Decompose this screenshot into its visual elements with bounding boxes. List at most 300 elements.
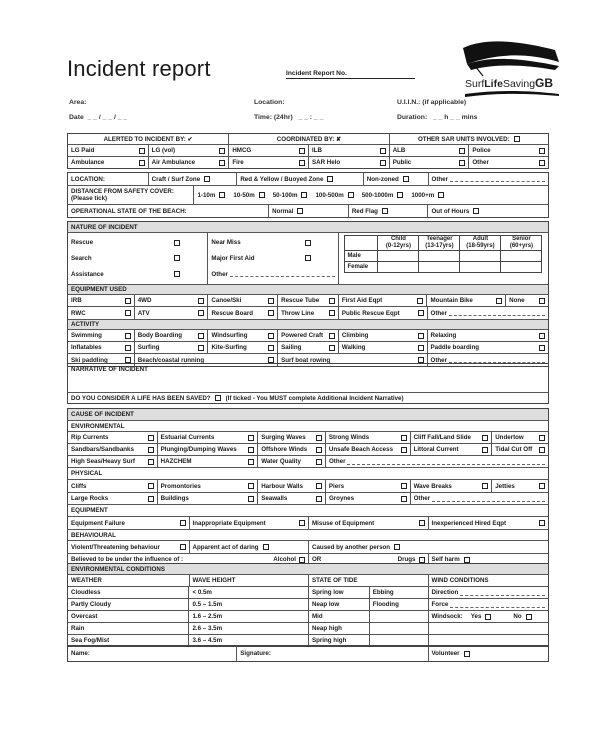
env-row [68, 564, 548, 574]
form-cell[interactable] [308, 517, 428, 529]
checkbox[interactable] [539, 298, 545, 304]
checkbox-option[interactable] [513, 613, 531, 620]
cell-label: WEATHER [71, 577, 102, 584]
option-line[interactable] [71, 239, 204, 246]
form-cell[interactable] [157, 493, 258, 504]
form-cell[interactable] [338, 307, 427, 319]
checkbox-option[interactable] [362, 192, 404, 199]
cell-label: EQUIPMENT USED [71, 286, 127, 293]
cell-label: Strong Winds [328, 434, 370, 441]
form-cell[interactable] [148, 173, 237, 185]
checkbox[interactable] [329, 310, 335, 316]
form-cell[interactable] [68, 145, 148, 156]
checkbox[interactable] [198, 333, 204, 339]
checkbox[interactable] [401, 496, 407, 502]
form-cell[interactable] [428, 517, 549, 529]
cell-label: Ebbing [372, 589, 394, 596]
form-cell[interactable] [428, 587, 548, 598]
cell-label: Surfing [137, 344, 160, 351]
cause-row [68, 409, 548, 420]
checkbox-option[interactable] [233, 192, 264, 199]
checkbox[interactable] [394, 544, 400, 550]
age-count-input[interactable] [378, 251, 419, 262]
checkbox-option[interactable] [411, 192, 444, 199]
cell-label: WIND CONDITIONS [431, 577, 489, 584]
checkbox[interactable] [418, 310, 424, 316]
alerted-row [68, 156, 548, 168]
age-count-input[interactable] [460, 262, 501, 273]
cell-label: Other [413, 495, 431, 502]
checkbox[interactable] [125, 333, 131, 339]
form-cell[interactable] [68, 157, 148, 168]
form-cell[interactable] [427, 330, 548, 341]
checkbox[interactable] [148, 459, 154, 465]
cause-row [68, 529, 548, 540]
checkbox[interactable] [148, 435, 154, 441]
checkbox[interactable] [174, 255, 180, 261]
form-cell[interactable] [468, 157, 548, 168]
checkbox[interactable] [401, 435, 407, 441]
form-cell[interactable] [134, 295, 208, 306]
cell-label: None [509, 297, 525, 304]
form-cell[interactable] [157, 480, 258, 492]
checkbox[interactable] [125, 298, 131, 304]
form-cell [68, 134, 228, 144]
form-cell[interactable] [428, 611, 548, 622]
cell-label: Yes [470, 613, 482, 620]
form-cell[interactable] [277, 295, 338, 306]
checkbox[interactable] [526, 614, 532, 620]
cell-label: ATV [137, 309, 150, 317]
cell-label: Climbing [341, 332, 369, 339]
cell-label: Sailing [281, 344, 302, 351]
form-cell[interactable] [68, 393, 548, 403]
form-cell[interactable] [308, 145, 389, 156]
checkbox[interactable] [180, 520, 186, 526]
checkbox[interactable] [485, 614, 491, 620]
cell-label: DO YOU CONSIDER A LIFE HAS BEEN SAVED? [71, 394, 211, 402]
checkbox[interactable] [198, 298, 204, 304]
form-cell[interactable] [325, 493, 410, 504]
checkbox-option[interactable] [471, 613, 492, 620]
form-cell[interactable] [277, 342, 338, 353]
checkbox[interactable] [139, 148, 145, 154]
cell-label: Rescue [71, 239, 94, 247]
age-count-input[interactable] [378, 262, 419, 273]
checkbox-option[interactable] [197, 192, 225, 199]
form-cell[interactable] [427, 205, 548, 217]
cell-label: COORDINATED BY: ✘ [276, 135, 342, 143]
form-cell[interactable] [389, 157, 469, 168]
option-line[interactable] [71, 255, 204, 262]
cell-label: Jetties [495, 482, 515, 490]
age-count-input[interactable] [501, 251, 542, 262]
option-line[interactable] [211, 271, 334, 278]
form-cell[interactable] [428, 173, 548, 185]
cell-label: OR [311, 556, 322, 563]
checkbox[interactable] [305, 255, 311, 261]
form-cell[interactable] [308, 541, 548, 553]
form-cell[interactable] [257, 456, 325, 467]
cause-row [68, 540, 548, 553]
checkbox[interactable] [299, 557, 305, 563]
checkbox[interactable] [316, 483, 322, 489]
form-cell[interactable] [68, 541, 189, 553]
form-cell[interactable] [157, 432, 258, 443]
form-cell[interactable] [257, 493, 325, 504]
checkbox[interactable] [268, 298, 274, 304]
checkbox[interactable] [401, 447, 407, 453]
form-cell[interactable] [426, 295, 505, 306]
alerted-row [68, 134, 548, 144]
age-count-input[interactable] [419, 262, 460, 273]
form-cell[interactable] [68, 480, 157, 492]
checkbox[interactable] [263, 544, 269, 550]
form-cell[interactable] [338, 295, 427, 306]
checkbox[interactable] [148, 496, 154, 502]
cause-row [68, 431, 548, 443]
nature-row [68, 222, 548, 232]
form-cell[interactable] [277, 307, 338, 319]
checkbox[interactable] [259, 192, 265, 198]
checkbox[interactable] [418, 345, 424, 351]
checkbox-option[interactable] [315, 192, 353, 199]
checkbox[interactable] [125, 310, 131, 316]
checkbox[interactable] [198, 310, 204, 316]
form-cell[interactable] [428, 599, 548, 610]
cell-label: Misuse of Equipment [312, 519, 375, 527]
checkbox[interactable] [316, 435, 322, 441]
form-cell[interactable] [228, 157, 308, 168]
form-cell[interactable] [491, 444, 548, 455]
form-cell[interactable] [325, 480, 410, 492]
cell-label: 0.5 – 1.5m [192, 601, 223, 608]
cell-label: Mountain Bike [430, 297, 473, 304]
form-cell[interactable] [207, 307, 277, 319]
cell-label: 2.6 – 3.5m [192, 625, 223, 632]
form-cell[interactable] [68, 493, 157, 504]
cell-label: Other [430, 356, 448, 364]
date-field[interactable]: Date _ _ / _ _ / _ _ [69, 114, 128, 121]
checkbox[interactable] [473, 208, 479, 214]
cell-label: BEHAVIOURAL [71, 531, 116, 539]
cell-label: Overcast [71, 613, 98, 620]
checkbox[interactable] [125, 345, 131, 351]
cell-label: Signature: [240, 650, 271, 657]
checkbox[interactable] [401, 483, 407, 489]
checkbox[interactable] [327, 176, 333, 182]
form-cell[interactable] [189, 541, 309, 553]
write-in-line[interactable] [450, 602, 545, 608]
option-line[interactable] [211, 239, 334, 246]
checkbox[interactable] [299, 160, 305, 166]
checkbox[interactable] [539, 345, 545, 351]
checkbox[interactable] [174, 240, 180, 246]
checkbox[interactable] [329, 333, 335, 339]
checkbox[interactable] [539, 447, 545, 453]
cell-label: Cloudless [71, 589, 101, 596]
cell-label: 1-10m [197, 191, 216, 199]
checkbox[interactable] [148, 483, 154, 489]
checkbox[interactable] [438, 192, 444, 198]
write-in-line[interactable] [450, 176, 545, 182]
checkbox[interactable] [348, 192, 354, 198]
form-cell[interactable] [157, 456, 258, 467]
checkbox[interactable] [268, 333, 274, 339]
cell-label: Ski paddling [71, 356, 108, 364]
form-cell[interactable] [277, 330, 338, 341]
checkbox[interactable] [539, 435, 545, 441]
form-cell[interactable] [68, 295, 134, 306]
form-cell[interactable] [68, 342, 134, 353]
checkbox[interactable] [482, 435, 488, 441]
form-cell[interactable] [207, 342, 277, 353]
form-cell [68, 611, 188, 622]
checkbox[interactable] [382, 208, 388, 214]
form-cell [68, 623, 188, 634]
checkbox[interactable] [299, 520, 305, 526]
form-cell [228, 134, 388, 144]
checkbox[interactable] [329, 298, 335, 304]
cell-label: 3.6 – 4.5m [192, 637, 223, 644]
write-in-line[interactable] [432, 496, 545, 502]
cell-label: Promontories [160, 482, 201, 490]
area-field[interactable]: Area: [69, 99, 87, 106]
checkbox[interactable] [464, 651, 470, 657]
checkbox[interactable] [418, 333, 424, 339]
form-cell[interactable] [193, 186, 548, 204]
form-cell[interactable] [236, 646, 427, 661]
form-cell[interactable] [257, 480, 325, 492]
form-cell[interactable] [308, 157, 389, 168]
form-cell[interactable] [207, 295, 277, 306]
form-cell[interactable] [427, 307, 548, 319]
cell-label: First Aid Eqpt [341, 297, 383, 304]
form-cell[interactable] [410, 444, 492, 455]
alerted-row [68, 144, 548, 156]
checkbox[interactable] [539, 333, 545, 339]
duration-field[interactable]: Duration: _ _ h _ _ mins [397, 114, 478, 121]
checkbox[interactable] [464, 557, 470, 563]
form-cell[interactable] [68, 646, 236, 661]
cell-label: Other [472, 159, 489, 166]
cell-label: NARRATIVE OF INCIDENT [71, 366, 148, 373]
checkbox[interactable] [514, 136, 520, 142]
cell-label: Groynes [328, 495, 355, 502]
cell-label: Police [472, 147, 491, 154]
checkbox[interactable] [299, 148, 305, 154]
option-line[interactable] [71, 271, 204, 278]
checkbox[interactable] [305, 240, 311, 246]
cell-label: Piers [328, 482, 345, 490]
form-cell[interactable] [68, 432, 157, 443]
form-cell[interactable] [148, 157, 229, 168]
cause-row [68, 443, 548, 455]
checkbox[interactable] [482, 483, 488, 489]
form-cell[interactable] [68, 307, 134, 319]
form-cell[interactable] [338, 342, 427, 353]
form-cell[interactable] [68, 444, 157, 455]
cell-label: Throw Line [281, 309, 315, 317]
form-cell[interactable] [427, 342, 548, 353]
form-cell[interactable] [148, 145, 229, 156]
checkbox[interactable] [403, 176, 409, 182]
cell-label: OPERATIONAL STATE OF THE BEACH: [71, 207, 187, 215]
checkbox[interactable] [248, 459, 254, 465]
nature-row [68, 284, 548, 294]
env-row [68, 610, 548, 622]
write-in-line[interactable] [347, 459, 545, 465]
cell-label: Wave Breaks [413, 482, 452, 490]
form-cell[interactable] [325, 432, 410, 443]
form-cell[interactable] [68, 330, 134, 341]
checkbox[interactable] [139, 160, 145, 166]
form-cell[interactable] [325, 444, 410, 455]
checkbox[interactable] [148, 447, 154, 453]
page-title: Incident report [67, 56, 211, 81]
checkbox[interactable] [316, 496, 322, 502]
checkbox[interactable] [198, 345, 204, 351]
checkbox[interactable] [417, 298, 423, 304]
cell-label: Tidal Cut Off [495, 446, 533, 453]
cell-label: Unsafe Beach Access [328, 446, 394, 453]
checkbox[interactable] [496, 298, 502, 304]
form-cell[interactable] [428, 646, 549, 661]
checkbox[interactable] [539, 160, 545, 166]
form-cell [68, 575, 189, 586]
checkbox[interactable] [268, 345, 274, 351]
form-cell[interactable] [491, 432, 548, 443]
checkbox[interactable] [268, 310, 274, 316]
checkbox[interactable] [248, 435, 254, 441]
location-field[interactable]: Location: [254, 99, 285, 106]
cell-label: Flooding [372, 601, 399, 608]
checkbox[interactable] [539, 483, 545, 489]
checkbox[interactable] [329, 345, 335, 351]
form-cell[interactable] [68, 456, 157, 467]
nature-row [68, 341, 548, 353]
form-cell[interactable] [491, 480, 548, 492]
checkbox[interactable] [482, 447, 488, 453]
checkbox[interactable] [459, 160, 465, 166]
checkbox[interactable] [459, 148, 465, 154]
checkbox[interactable] [539, 148, 545, 154]
form-cell [68, 409, 548, 420]
checkbox[interactable] [301, 192, 307, 198]
form-cell[interactable] [268, 205, 348, 217]
form-cell [68, 205, 268, 217]
checkbox[interactable] [397, 192, 403, 198]
form-cell[interactable] [207, 330, 277, 341]
cell-label: Plunging/Dumping Waves [160, 446, 237, 453]
form-cell[interactable] [228, 145, 308, 156]
cause-row [68, 504, 548, 516]
checkbox[interactable] [180, 544, 186, 550]
form-cell[interactable] [338, 330, 427, 341]
form-cell [308, 599, 369, 610]
form-cell[interactable] [134, 342, 208, 353]
form-cell[interactable] [157, 444, 258, 455]
checkbox[interactable] [380, 160, 386, 166]
cell-label: Neap high [311, 625, 342, 632]
cause-row [68, 479, 548, 492]
checkbox[interactable] [248, 483, 254, 489]
cell-label: Rain [71, 625, 85, 632]
checkbox[interactable] [219, 192, 225, 198]
checkbox[interactable] [248, 447, 254, 453]
cell-label: Spring high [311, 637, 347, 644]
form-cell[interactable] [363, 173, 428, 185]
form-cell [369, 611, 428, 622]
nature-of-incident-section [67, 221, 549, 367]
option-line[interactable] [211, 255, 334, 262]
cell-label: Direction [431, 589, 459, 596]
age-count-input[interactable] [501, 262, 542, 273]
form-cell [428, 575, 549, 586]
form-cell[interactable] [389, 134, 548, 144]
checkbox[interactable] [419, 557, 425, 563]
form-cell[interactable] [410, 432, 492, 443]
checkbox[interactable] [174, 271, 180, 277]
checkbox[interactable] [316, 459, 322, 465]
form-cell[interactable] [236, 173, 362, 185]
checkbox[interactable] [316, 447, 322, 453]
form-cell[interactable] [410, 480, 492, 492]
cause-of-incident-section [67, 408, 549, 566]
checkbox[interactable] [380, 148, 386, 154]
checkbox[interactable] [215, 395, 221, 401]
form-cell[interactable] [68, 517, 189, 529]
checkbox[interactable] [204, 176, 210, 182]
incident-report-number-field[interactable]: Incident Report No. [286, 70, 415, 79]
checkbox[interactable] [219, 148, 225, 154]
checkbox[interactable] [248, 496, 254, 502]
form-cell[interactable] [189, 517, 309, 529]
form-cell [189, 575, 309, 586]
form-cell[interactable] [348, 205, 428, 217]
write-in-line[interactable] [460, 590, 545, 596]
checkbox-option[interactable] [273, 192, 308, 199]
uiin-field[interactable]: U.I.I.N.: (if applicable) [397, 99, 467, 106]
form-cell[interactable] [134, 307, 208, 319]
form-cell[interactable] [410, 493, 548, 504]
time-field[interactable]: Time: (24hr) _ _ : _ _ [254, 114, 324, 121]
cell-label: DISTANCE FROM SAFETY COVER: (Please tick) [71, 187, 174, 202]
checkbox[interactable] [419, 520, 425, 526]
narrative-section [67, 363, 549, 404]
cell-label: Drugs [397, 556, 416, 563]
age-table-corner [345, 236, 378, 251]
cell-label: Body Boarding [137, 332, 183, 339]
form-cell[interactable] [257, 444, 325, 455]
form-cell[interactable] [257, 432, 325, 443]
form-cell[interactable] [134, 330, 208, 341]
checkbox[interactable] [539, 520, 545, 526]
form-cell[interactable] [389, 145, 469, 156]
age-count-input[interactable] [460, 251, 501, 262]
checkbox[interactable] [219, 160, 225, 166]
write-in-line[interactable] [449, 310, 545, 316]
write-in-line[interactable] [230, 271, 335, 277]
svg-text:SurfLifeSavingGB: SurfLifeSavingGB [465, 76, 554, 90]
checkbox[interactable] [297, 208, 303, 214]
form-cell[interactable] [505, 295, 548, 306]
form-cell [207, 233, 337, 284]
form-cell [68, 222, 548, 232]
form-cell[interactable] [468, 145, 548, 156]
form-cell[interactable] [325, 456, 548, 467]
age-count-input[interactable] [419, 251, 460, 262]
